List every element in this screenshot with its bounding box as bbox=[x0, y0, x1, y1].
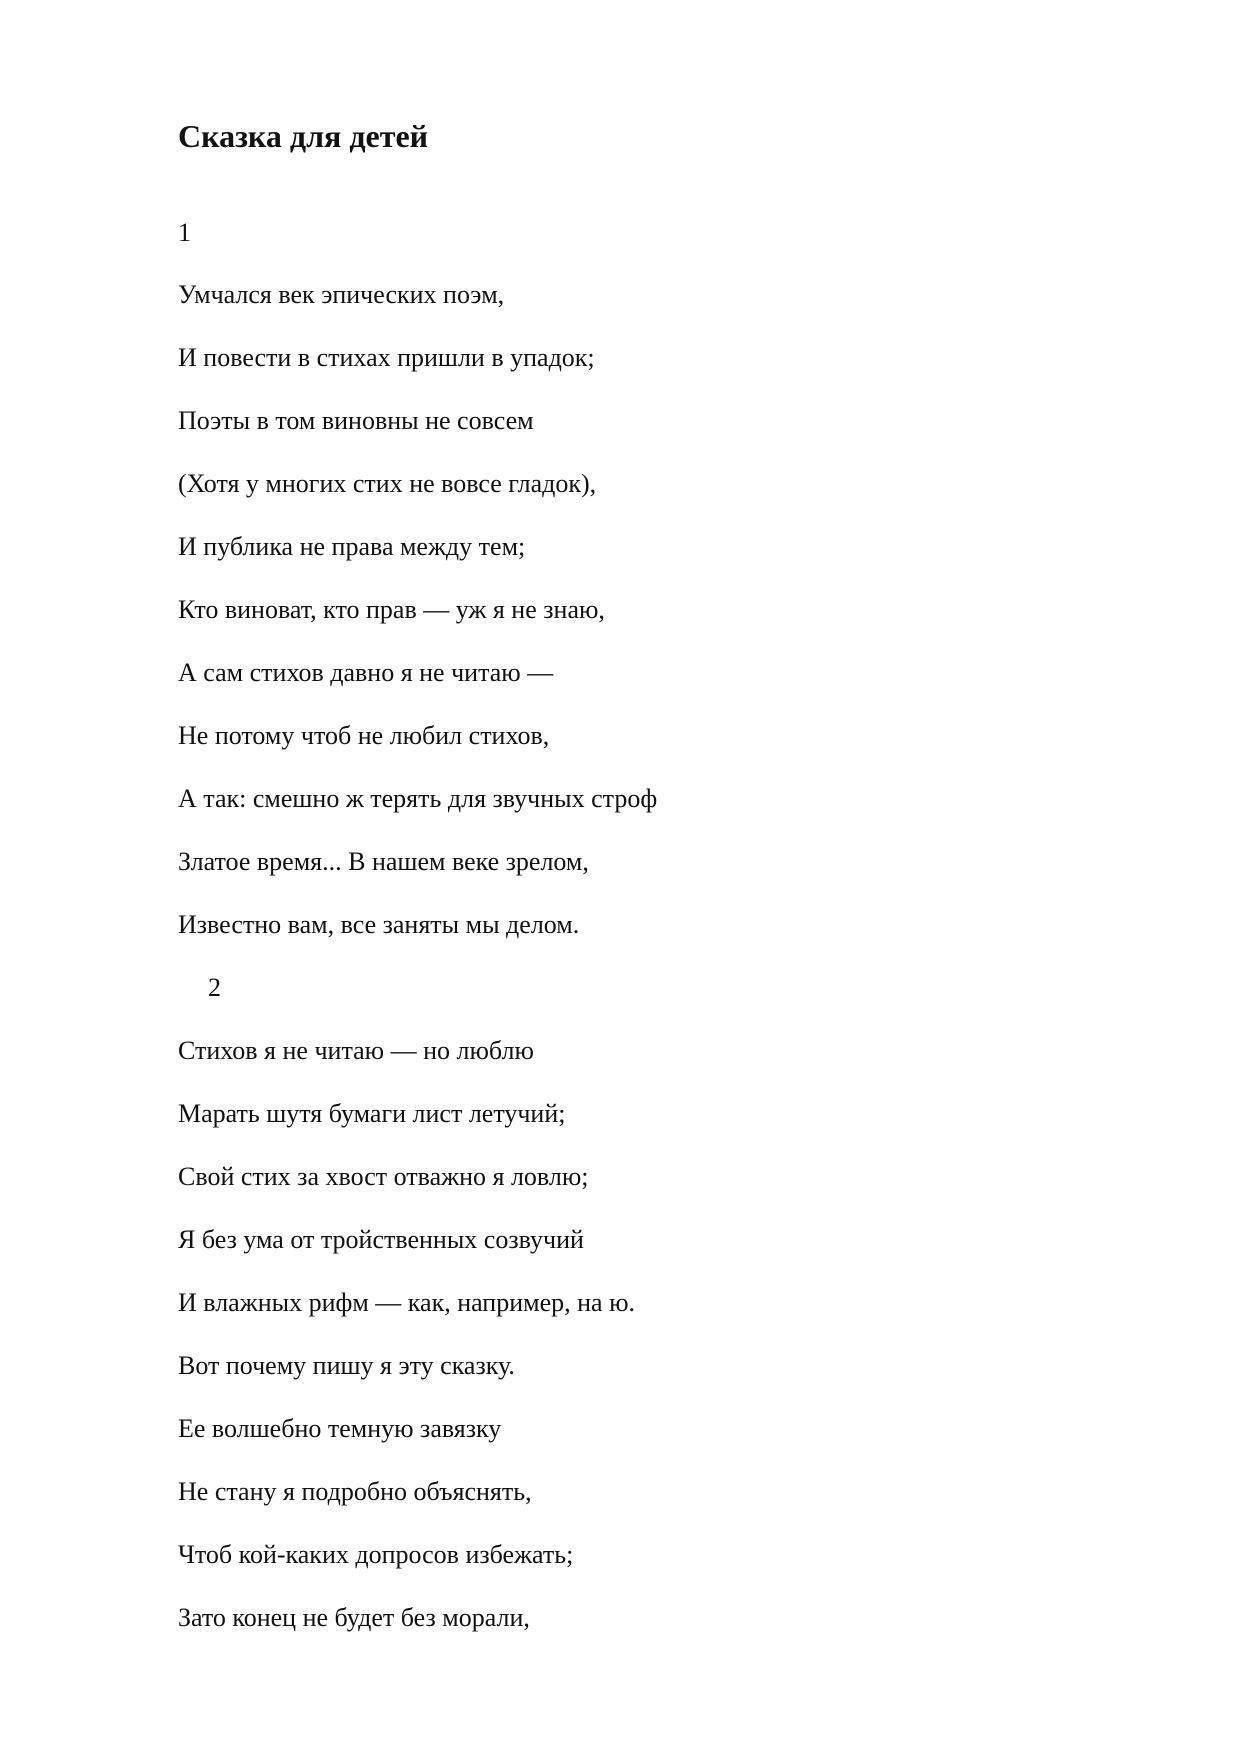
poem-line: Ее волшебно темную завязку bbox=[178, 1414, 502, 1443]
poem-line: Марать шутя бумаги лист летучий; bbox=[178, 1099, 566, 1128]
poem-line: Кто виноват, кто прав — уж я не знаю, bbox=[178, 595, 605, 624]
poem-line: (Хотя у многих стих не вовсе гладок), bbox=[178, 469, 597, 498]
poem-line: Я без ума от тройственных созвучий bbox=[178, 1225, 584, 1254]
poem-line: Известно вам, все заняты мы делом. bbox=[178, 910, 580, 939]
poem-line: Умчался век эпических поэм, bbox=[178, 280, 505, 309]
poem-line: А так: смешно ж терять для звучных строф bbox=[178, 784, 658, 813]
poem-line: Не стану я подробно объяснять, bbox=[178, 1477, 532, 1506]
stanza-number-2: 2 bbox=[208, 973, 221, 1002]
poem-line: И повести в стихах пришли в упадок; bbox=[178, 343, 595, 372]
poem-line: Поэты в том виновны не совсем bbox=[178, 406, 534, 435]
document-title: Сказка для детей bbox=[178, 118, 429, 154]
poem-line: Зато конец не будет без морали, bbox=[178, 1603, 530, 1632]
poem-line: Златое время... В нашем веке зрелом, bbox=[178, 847, 589, 876]
poem-line: Стихов я не читаю — но люблю bbox=[178, 1036, 534, 1065]
poem-line: Чтоб кой-каких допросов избежать; bbox=[178, 1540, 574, 1569]
poem-line: И публика не права между тем; bbox=[178, 532, 526, 561]
poem-line: Не потому чтоб не любил стихов, bbox=[178, 721, 550, 750]
stanza-number-1: 1 bbox=[178, 218, 191, 247]
poem-line: И влажных рифм — как, например, на ю. bbox=[178, 1288, 636, 1317]
poem-line: Вот почему пишу я эту сказку. bbox=[178, 1351, 515, 1380]
poem-line: А сам стихов давно я не читаю — bbox=[178, 658, 554, 687]
poem-line: Свой стих за хвост отважно я ловлю; bbox=[178, 1162, 589, 1191]
